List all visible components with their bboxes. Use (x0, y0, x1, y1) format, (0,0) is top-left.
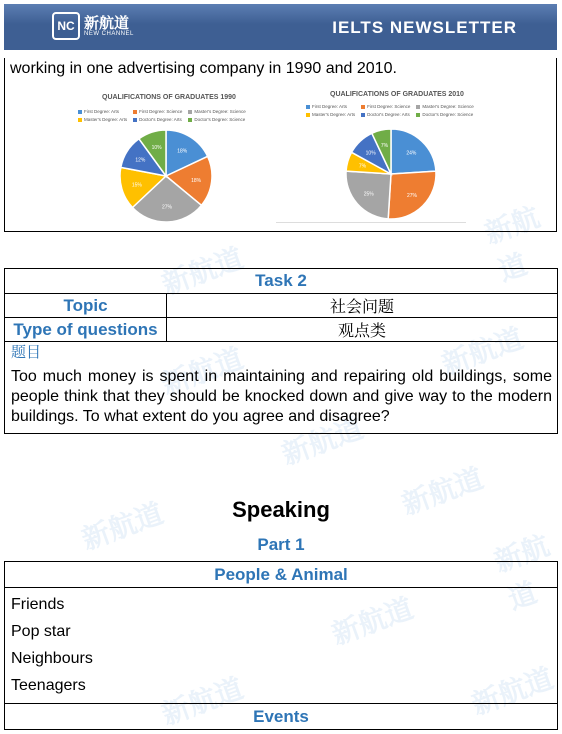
question-type-value: 观点类 (167, 318, 558, 342)
newsletter-header (4, 4, 557, 50)
legend-entry: First Degree: Arts (306, 104, 355, 109)
topic-value: 社会问题 (167, 294, 558, 318)
legend-entry: Doctor's Degree: Arts (361, 112, 410, 117)
topic-list (5, 588, 558, 704)
watermark-logo: 新航道 (157, 242, 248, 301)
chart-container (4, 58, 557, 232)
watermark-logo: 新航道 (490, 529, 554, 616)
question-type-label: Type of questions (5, 318, 167, 342)
legend-swatch (188, 118, 192, 122)
question-heading: 题目 (11, 343, 42, 361)
watermark-logo: 新航道 (437, 322, 528, 381)
brand-logo (52, 12, 134, 40)
legend-entry: Master's Degree: Arts (78, 117, 127, 122)
list-item: Teenagers (11, 677, 86, 694)
legend-swatch (78, 118, 82, 122)
chart-title-1990: QUALIFICATIONS OF GRADUATES 1990 (102, 94, 236, 101)
legend-entry: Doctor's Degree: Science (416, 112, 473, 117)
speaking-part: Part 1 (257, 535, 305, 554)
question-text: Too much money is spent in maintaining and repairing old buildings, some people think that they should be knocked down and give way to the modern buildings. To what extent do you agree and disagree? (11, 368, 552, 425)
task2-title: Task 2 (5, 269, 558, 294)
list-item: Friends (11, 596, 65, 613)
legend-entry: First Degree: Science (361, 104, 410, 109)
watermark-logo: 新航道 (327, 592, 418, 651)
watermark-logo: 新航道 (397, 462, 488, 521)
pie-data-label: 12% (135, 157, 146, 164)
speaking-heading: Speaking (232, 497, 330, 522)
legend-entry: First Degree: Arts (78, 109, 127, 114)
legend-swatch (416, 105, 420, 109)
pie-data-label: 7% (380, 143, 389, 150)
legend-entry: Master's Degree: Science (416, 104, 473, 109)
pie-data-label: 27% (406, 193, 418, 200)
legend-entry: First Degree: Science (133, 109, 182, 114)
legend-swatch (78, 110, 82, 114)
chart-title-2010: QUALIFICATIONS OF GRADUATES 2010 (330, 91, 464, 98)
logo-mark-icon: NC (52, 12, 80, 40)
intro-text: working in one advertising company in 1990 and 2010. (10, 60, 397, 77)
watermark-logo: 新航道 (467, 662, 558, 721)
chart-legend-2010 (306, 104, 474, 117)
watermark-logo: 新航道 (480, 201, 544, 288)
list-item: Neighbours (11, 650, 93, 667)
legend-swatch (361, 105, 365, 109)
legend-entry: Doctor's Degree: Arts (133, 117, 182, 122)
watermark-logo: 新航道 (77, 497, 168, 556)
logo-main-text: 新航道 (84, 14, 130, 32)
pie-chart-1990 (118, 128, 214, 224)
task2-table (4, 268, 558, 434)
newsletter-title: IELTS NEWSLETTER (332, 18, 517, 37)
watermark-logo: 新航道 (277, 412, 368, 471)
chart-legend-1990 (78, 109, 246, 122)
chart-divider (276, 222, 466, 223)
watermark-logo: 新航道 (157, 672, 248, 731)
legend-swatch (188, 110, 192, 114)
legend-swatch (133, 110, 137, 114)
pie-data-label: 10% (365, 150, 376, 157)
legend-swatch (133, 118, 137, 122)
list-item: Pop star (11, 623, 71, 640)
pie-data-label: 10% (151, 145, 162, 152)
legend-swatch (306, 113, 310, 117)
pie-data-label: 15% (131, 182, 142, 189)
pie-data-label: 7% (358, 163, 367, 170)
watermark-logo: 新航道 (157, 342, 248, 401)
topic-label: Topic (5, 294, 167, 318)
section-events: Events (5, 704, 558, 730)
legend-entry: Doctor's Degree: Science (188, 117, 245, 122)
section-people-animal: People & Animal (5, 562, 558, 588)
question-cell (5, 342, 558, 434)
logo-sub-text: NEW CHANNEL (84, 31, 134, 37)
pie-data-label: 27% (161, 204, 172, 211)
legend-swatch (416, 113, 420, 117)
pie-data-label: 18% (177, 148, 188, 155)
legend-entry: Master's Degree: Science (188, 109, 245, 114)
pie-data-label: 24% (406, 150, 417, 157)
legend-entry: Master's Degree: Arts (306, 112, 355, 117)
pie-data-label: 25% (363, 191, 374, 198)
legend-swatch (306, 105, 310, 109)
speaking-topics-table (4, 561, 558, 730)
pie-data-label: 18% (191, 177, 202, 184)
legend-swatch (361, 113, 365, 117)
pie-chart-2010 (344, 127, 438, 221)
